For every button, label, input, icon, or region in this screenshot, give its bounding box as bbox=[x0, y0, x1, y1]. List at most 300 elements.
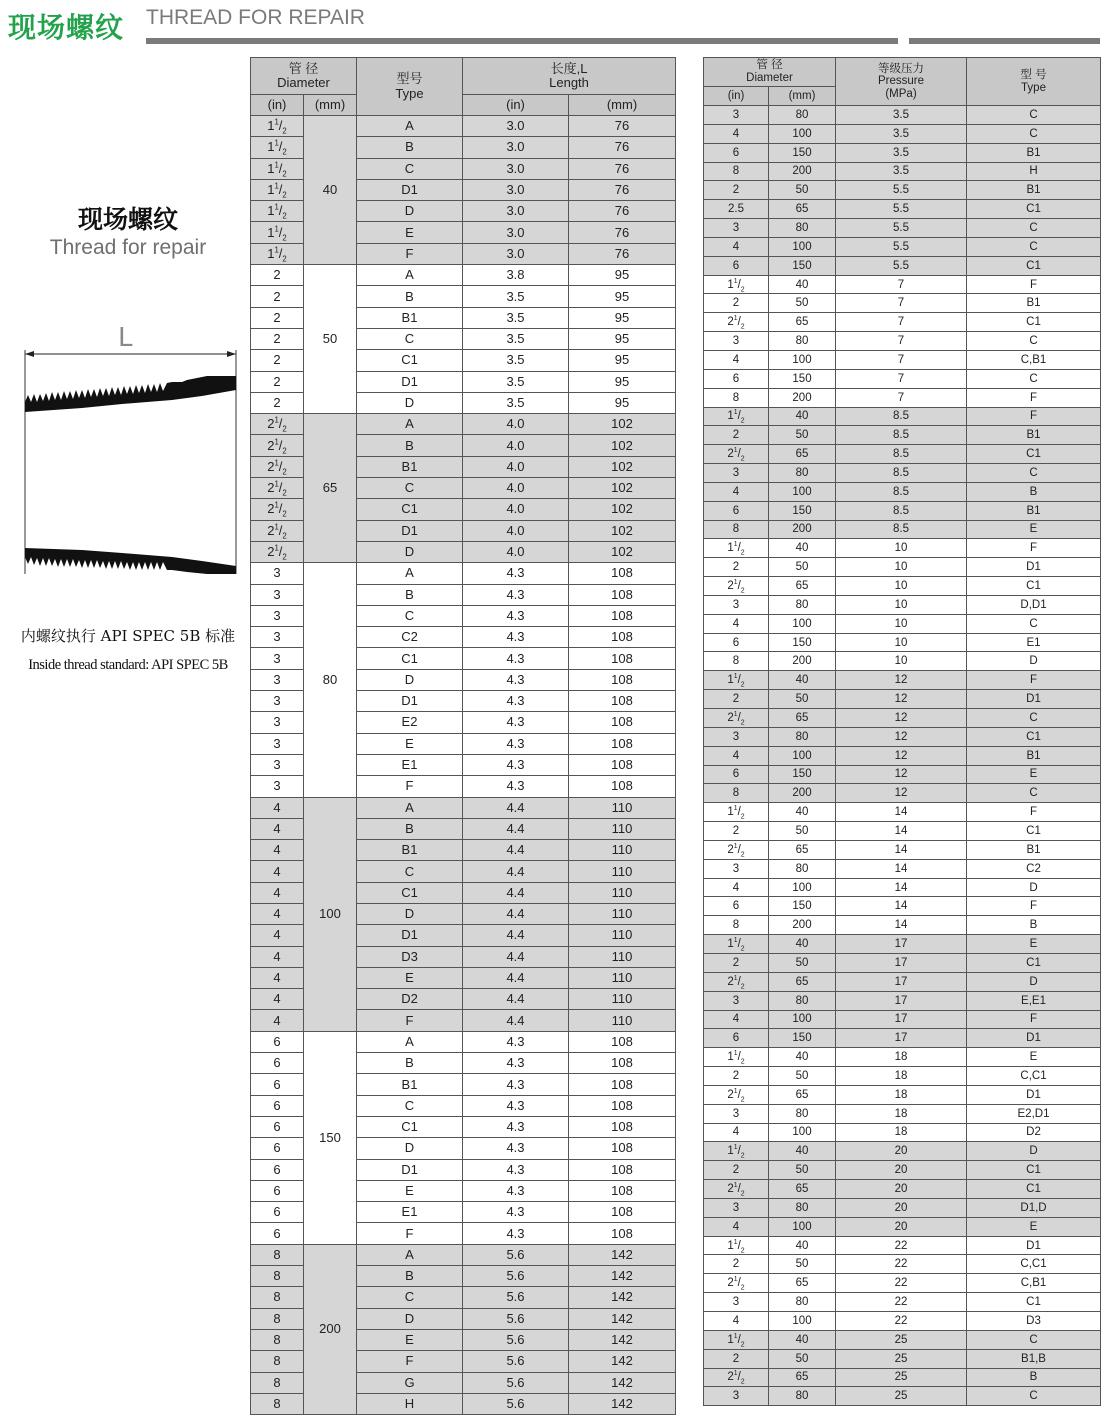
type-cell: C bbox=[967, 784, 1101, 803]
size-in-cell: 6 bbox=[251, 1053, 304, 1074]
size-in-cell: 6 bbox=[704, 765, 769, 784]
table-row bbox=[704, 1142, 1101, 1161]
length-in-cell: 4.3 bbox=[463, 563, 569, 584]
size-in-cell: $2^1/_2$ bbox=[704, 313, 769, 332]
table-row bbox=[704, 1198, 1101, 1217]
table-row bbox=[704, 1085, 1101, 1104]
table-row bbox=[704, 1274, 1101, 1293]
type-cell: E2 bbox=[357, 712, 463, 733]
type-cell: C bbox=[967, 332, 1101, 351]
length-mm-cell: 110 bbox=[569, 882, 676, 903]
size-mm-cell: 80 bbox=[769, 1198, 836, 1217]
table-row bbox=[704, 1180, 1101, 1199]
length-mm-cell: 108 bbox=[569, 669, 676, 690]
type-cell: C2 bbox=[357, 627, 463, 648]
type-cell: D1 bbox=[357, 691, 463, 712]
r-type-header-en: Type bbox=[1021, 81, 1046, 94]
table-row bbox=[704, 859, 1101, 878]
size-mm-cell: 65 bbox=[769, 1368, 836, 1387]
type-cell: D3 bbox=[357, 946, 463, 967]
type-cell: C1 bbox=[967, 577, 1101, 596]
size-in-cell: $1^1/_2$ bbox=[704, 1048, 769, 1067]
size-in-cell: $1^1/_2$ bbox=[251, 243, 304, 264]
table-row bbox=[704, 784, 1101, 803]
size-in-cell: $1^1/_2$ bbox=[704, 935, 769, 954]
pressure-cell: 14 bbox=[836, 878, 967, 897]
length-in-cell: 4.4 bbox=[463, 989, 569, 1010]
pressure-cell: 12 bbox=[836, 727, 967, 746]
type-cell: D1 bbox=[357, 520, 463, 541]
pressure-cell: 22 bbox=[836, 1312, 967, 1331]
size-mm-cell: 200 bbox=[769, 652, 836, 671]
size-in-cell: 4 bbox=[704, 746, 769, 765]
size-mm-cell: 40 bbox=[769, 1048, 836, 1067]
pressure-cell: 20 bbox=[836, 1217, 967, 1236]
size-mm-cell: 200 bbox=[769, 784, 836, 803]
size-in-cell: 2 bbox=[251, 392, 304, 413]
size-mm-cell: 80 bbox=[769, 991, 836, 1010]
size-in-cell: 4 bbox=[251, 1010, 304, 1031]
length-in-cell: 3.0 bbox=[463, 158, 569, 179]
type-cell: B1 bbox=[967, 746, 1101, 765]
length-mm-cell: 142 bbox=[569, 1266, 676, 1287]
length-in-cell: 3.5 bbox=[463, 350, 569, 371]
size-mm-cell: 40 bbox=[769, 1330, 836, 1349]
size-in-cell: 2 bbox=[251, 328, 304, 349]
length-mm-cell: 110 bbox=[569, 925, 676, 946]
length-in-cell: 4.3 bbox=[463, 1095, 569, 1116]
type-cell: D1 bbox=[967, 558, 1101, 577]
size-in-cell: 4 bbox=[704, 482, 769, 501]
table-row bbox=[704, 1312, 1101, 1331]
pressure-cell: 18 bbox=[836, 1123, 967, 1142]
type-cell: A bbox=[357, 414, 463, 435]
length-mm-cell: 110 bbox=[569, 861, 676, 882]
table-row bbox=[704, 822, 1101, 841]
size-in-cell: 6 bbox=[704, 256, 769, 275]
pressure-cell: 5.5 bbox=[836, 200, 967, 219]
size-in-cell: 6 bbox=[704, 897, 769, 916]
type-cell: A bbox=[357, 265, 463, 286]
page-title-en: THREAD FOR REPAIR bbox=[146, 6, 365, 29]
table-row bbox=[704, 294, 1101, 313]
size-mm-cell: 150 bbox=[769, 765, 836, 784]
table-row bbox=[704, 803, 1101, 822]
type-cell: E1 bbox=[357, 1202, 463, 1223]
type-cell: C1 bbox=[357, 350, 463, 371]
size-in-cell: 3 bbox=[704, 991, 769, 1010]
size-in-cell: 8 bbox=[251, 1393, 304, 1414]
pressure-cell: 22 bbox=[836, 1293, 967, 1312]
table-row bbox=[704, 426, 1101, 445]
type-cell: C1 bbox=[967, 1161, 1101, 1180]
length-in-cell: 4.3 bbox=[463, 776, 569, 797]
type-cell: F bbox=[967, 803, 1101, 822]
length-in-cell: 5.6 bbox=[463, 1244, 569, 1265]
type-cell: B bbox=[967, 916, 1101, 935]
size-in-cell: 8 bbox=[704, 388, 769, 407]
size-in-cell: $2^1/_2$ bbox=[251, 499, 304, 520]
size-in-cell: 8 bbox=[704, 652, 769, 671]
length-mm-cell: 108 bbox=[569, 1095, 676, 1116]
size-in-cell: 6 bbox=[251, 1223, 304, 1244]
pressure-cell: 7 bbox=[836, 388, 967, 407]
type-cell: C bbox=[967, 369, 1101, 388]
length-in-cell: 5.6 bbox=[463, 1393, 569, 1414]
size-in-cell: 2 bbox=[704, 1067, 769, 1086]
table-row bbox=[704, 482, 1101, 501]
size-in-cell: $2^1/_2$ bbox=[251, 478, 304, 499]
length-in-cell: 4.4 bbox=[463, 861, 569, 882]
type-cell: E bbox=[967, 1217, 1101, 1236]
size-mm-cell: 50 bbox=[769, 558, 836, 577]
length-in-cell: 4.3 bbox=[463, 712, 569, 733]
length-mm-cell: 142 bbox=[569, 1372, 676, 1393]
length-in-header: (in) bbox=[463, 95, 569, 116]
type-cell: B1 bbox=[357, 307, 463, 328]
length-mm-cell: 102 bbox=[569, 456, 676, 477]
table-row bbox=[704, 313, 1101, 332]
table-row bbox=[251, 797, 676, 818]
type-cell: D1 bbox=[967, 1029, 1101, 1048]
size-in-cell: 3 bbox=[251, 691, 304, 712]
length-mm-cell: 95 bbox=[569, 350, 676, 371]
size-mm-cell: 100 bbox=[769, 124, 836, 143]
type-cell: C1 bbox=[357, 499, 463, 520]
size-mm-cell: 80 bbox=[769, 595, 836, 614]
length-in-cell: 4.3 bbox=[463, 1202, 569, 1223]
length-mm-cell: 102 bbox=[569, 478, 676, 499]
length-in-cell: 4.3 bbox=[463, 1116, 569, 1137]
table-row bbox=[704, 369, 1101, 388]
type-cell: C bbox=[357, 1287, 463, 1308]
table-row bbox=[704, 595, 1101, 614]
size-in-cell: 6 bbox=[704, 1029, 769, 1048]
size-mm-cell: 50 bbox=[769, 294, 836, 313]
type-cell: D bbox=[967, 972, 1101, 991]
type-cell: D bbox=[357, 1308, 463, 1329]
length-in-cell: 4.3 bbox=[463, 1074, 569, 1095]
standard-note-en: Inside thread standard: API SPEC 5B bbox=[28, 657, 228, 673]
length-in-cell: 3.0 bbox=[463, 222, 569, 243]
pressure-cell: 22 bbox=[836, 1274, 967, 1293]
length-mm-cell: 95 bbox=[569, 265, 676, 286]
upper-thread bbox=[25, 376, 236, 412]
size-in-cell: 2 bbox=[704, 1349, 769, 1368]
size-mm-cell: 65 bbox=[769, 1274, 836, 1293]
type-cell: B1 bbox=[357, 840, 463, 861]
table-row bbox=[704, 200, 1101, 219]
size-in-cell: 4 bbox=[704, 1010, 769, 1029]
length-mm-cell: 95 bbox=[569, 286, 676, 307]
pressure-cell: 14 bbox=[836, 803, 967, 822]
type-cell: D1 bbox=[357, 179, 463, 200]
length-in-cell: 5.6 bbox=[463, 1266, 569, 1287]
type-cell: F bbox=[357, 1223, 463, 1244]
standard-note-cn: 内螺纹执行 API SPEC 5B 标准 bbox=[20, 627, 236, 645]
length-mm-cell: 142 bbox=[569, 1308, 676, 1329]
table-row bbox=[704, 106, 1101, 125]
table-row bbox=[704, 275, 1101, 294]
table-row bbox=[704, 332, 1101, 351]
type-cell: B bbox=[357, 435, 463, 456]
size-in-cell: 2 bbox=[704, 1161, 769, 1180]
type-cell: C,C1 bbox=[967, 1067, 1101, 1086]
pressure-header-en: Pressure bbox=[877, 75, 925, 88]
length-mm-cell: 108 bbox=[569, 1159, 676, 1180]
table-row bbox=[704, 991, 1101, 1010]
type-cell: B bbox=[357, 1053, 463, 1074]
size-in-cell: 2 bbox=[704, 181, 769, 200]
length-label: L bbox=[118, 323, 133, 353]
pressure-header-unit: (MPa) bbox=[885, 87, 917, 100]
length-in-cell: 3.0 bbox=[463, 179, 569, 200]
size-mm-cell: 150 bbox=[304, 1031, 357, 1244]
length-in-cell: 4.3 bbox=[463, 1031, 569, 1052]
header-rule-right bbox=[909, 38, 1100, 44]
length-in-cell: 5.6 bbox=[463, 1308, 569, 1329]
r-diameter-header-en: Diameter bbox=[746, 72, 793, 84]
type-cell: E bbox=[357, 1329, 463, 1350]
type-cell: E bbox=[357, 733, 463, 754]
size-in-cell: 4 bbox=[704, 1312, 769, 1331]
pressure-cell: 18 bbox=[836, 1085, 967, 1104]
table-row bbox=[704, 1387, 1101, 1406]
length-in-cell: 4.3 bbox=[463, 1159, 569, 1180]
length-mm-cell: 108 bbox=[569, 1074, 676, 1095]
size-in-cell: 8 bbox=[251, 1244, 304, 1265]
size-mm-cell: 200 bbox=[769, 520, 836, 539]
table-row bbox=[704, 1255, 1101, 1274]
length-mm-cell: 95 bbox=[569, 307, 676, 328]
table-row bbox=[704, 237, 1101, 256]
size-mm-cell: 50 bbox=[769, 1349, 836, 1368]
length-in-cell: 4.3 bbox=[463, 1138, 569, 1159]
length-in-cell: 4.4 bbox=[463, 818, 569, 839]
size-mm-cell: 80 bbox=[769, 859, 836, 878]
type-cell: C2 bbox=[967, 859, 1101, 878]
type-cell: E bbox=[357, 1180, 463, 1201]
type-cell: E,E1 bbox=[967, 991, 1101, 1010]
pressure-cell: 14 bbox=[836, 840, 967, 859]
length-mm-cell: 110 bbox=[569, 989, 676, 1010]
pressure-cell: 25 bbox=[836, 1330, 967, 1349]
size-in-cell: 3 bbox=[704, 464, 769, 483]
type-cell: C bbox=[967, 106, 1101, 125]
size-in-cell: $1^1/_2$ bbox=[704, 1236, 769, 1255]
size-in-cell: 2 bbox=[704, 294, 769, 313]
size-in-cell: 3 bbox=[704, 727, 769, 746]
type-cell: F bbox=[967, 407, 1101, 426]
length-mm-cell: 95 bbox=[569, 371, 676, 392]
type-cell: E bbox=[357, 222, 463, 243]
size-in-cell: $2^1/_2$ bbox=[704, 1368, 769, 1387]
length-mm-cell: 108 bbox=[569, 1202, 676, 1223]
table-row bbox=[704, 558, 1101, 577]
type-cell: F bbox=[967, 388, 1101, 407]
size-in-cell: 3 bbox=[704, 1293, 769, 1312]
length-mm-cell: 76 bbox=[569, 179, 676, 200]
size-mm-cell: 40 bbox=[769, 935, 836, 954]
size-mm-cell: 200 bbox=[769, 916, 836, 935]
type-cell: C1 bbox=[967, 727, 1101, 746]
lower-thread bbox=[25, 548, 236, 574]
type-cell: B bbox=[357, 584, 463, 605]
length-in-cell: 3.5 bbox=[463, 286, 569, 307]
table-row bbox=[704, 727, 1101, 746]
table-row bbox=[704, 765, 1101, 784]
pressure-cell: 25 bbox=[836, 1349, 967, 1368]
length-mm-cell: 110 bbox=[569, 840, 676, 861]
length-mm-cell: 108 bbox=[569, 627, 676, 648]
length-mm-cell: 108 bbox=[569, 733, 676, 754]
size-in-cell: 3 bbox=[251, 563, 304, 584]
length-mm-cell: 76 bbox=[569, 158, 676, 179]
length-in-cell: 3.0 bbox=[463, 201, 569, 222]
length-mm-cell: 142 bbox=[569, 1393, 676, 1414]
type-cell: E bbox=[967, 765, 1101, 784]
length-in-cell: 4.3 bbox=[463, 691, 569, 712]
table-row bbox=[251, 1031, 676, 1052]
pressure-cell: 8.5 bbox=[836, 426, 967, 445]
type-cell: B1,B bbox=[967, 1349, 1101, 1368]
table-row bbox=[704, 501, 1101, 520]
type-cell: C bbox=[967, 1330, 1101, 1349]
pressure-cell: 20 bbox=[836, 1161, 967, 1180]
pressure-cell: 17 bbox=[836, 1029, 967, 1048]
pressure-cell: 8.5 bbox=[836, 407, 967, 426]
table-row bbox=[704, 1349, 1101, 1368]
type-cell: C1 bbox=[357, 882, 463, 903]
type-cell: C bbox=[967, 709, 1101, 728]
type-cell: C1 bbox=[967, 953, 1101, 972]
table-row bbox=[704, 1104, 1101, 1123]
type-cell: A bbox=[357, 797, 463, 818]
r-diameter-header-cn: 管 径 bbox=[756, 59, 783, 72]
table-row bbox=[704, 1029, 1101, 1048]
size-in-cell: 2 bbox=[704, 953, 769, 972]
size-in-cell: 2 bbox=[704, 690, 769, 709]
length-in-cell: 4.4 bbox=[463, 840, 569, 861]
length-in-cell: 4.3 bbox=[463, 1223, 569, 1244]
r-type-header bbox=[967, 58, 1101, 106]
size-in-cell: 2 bbox=[251, 371, 304, 392]
table-row bbox=[704, 840, 1101, 859]
type-cell: E2,D1 bbox=[967, 1104, 1101, 1123]
table-row bbox=[704, 746, 1101, 765]
size-in-cell: $1^1/_2$ bbox=[251, 137, 304, 158]
length-mm-cell: 142 bbox=[569, 1351, 676, 1372]
type-cell: B1 bbox=[967, 501, 1101, 520]
size-in-cell: 8 bbox=[251, 1266, 304, 1287]
length-in-cell: 3.5 bbox=[463, 392, 569, 413]
size-in-cell: 2 bbox=[251, 286, 304, 307]
type-cell: E1 bbox=[967, 633, 1101, 652]
type-cell: F bbox=[357, 1351, 463, 1372]
size-in-cell: 3 bbox=[704, 595, 769, 614]
size-in-cell: 8 bbox=[251, 1351, 304, 1372]
pressure-cell: 12 bbox=[836, 671, 967, 690]
size-mm-cell: 80 bbox=[769, 332, 836, 351]
size-mm-cell: 100 bbox=[769, 878, 836, 897]
size-in-cell: 3 bbox=[251, 754, 304, 775]
type-cell: B1 bbox=[967, 143, 1101, 162]
type-cell: C,B1 bbox=[967, 1274, 1101, 1293]
size-mm-cell: 40 bbox=[769, 803, 836, 822]
type-cell: C bbox=[967, 124, 1101, 143]
type-cell: D1 bbox=[967, 1236, 1101, 1255]
size-mm-cell: 50 bbox=[769, 1255, 836, 1274]
size-mm-cell: 65 bbox=[769, 972, 836, 991]
length-in-cell: 4.4 bbox=[463, 903, 569, 924]
pressure-cell: 7 bbox=[836, 369, 967, 388]
length-mm-cell: 110 bbox=[569, 797, 676, 818]
type-cell: B1 bbox=[967, 426, 1101, 445]
table-row bbox=[704, 671, 1101, 690]
length-in-cell: 5.6 bbox=[463, 1287, 569, 1308]
size-in-cell: $1^1/_2$ bbox=[704, 1142, 769, 1161]
type-cell: B bbox=[967, 482, 1101, 501]
type-cell: C1 bbox=[967, 1180, 1101, 1199]
size-in-cell: $1^1/_2$ bbox=[704, 539, 769, 558]
table-row bbox=[704, 162, 1101, 181]
pressure-cell: 17 bbox=[836, 1010, 967, 1029]
type-cell: B bbox=[967, 1368, 1101, 1387]
pressure-cell: 20 bbox=[836, 1142, 967, 1161]
pressure-cell: 8.5 bbox=[836, 520, 967, 539]
length-in-cell: 4.3 bbox=[463, 754, 569, 775]
type-cell: F bbox=[967, 1010, 1101, 1029]
pressure-cell: 20 bbox=[836, 1198, 967, 1217]
length-header bbox=[463, 58, 676, 95]
size-mm-cell: 150 bbox=[769, 897, 836, 916]
r-in-header: (in) bbox=[704, 87, 769, 106]
size-in-cell: 6 bbox=[251, 1116, 304, 1137]
length-mm-cell: 76 bbox=[569, 201, 676, 222]
size-in-cell: 8 bbox=[704, 162, 769, 181]
length-in-cell: 3.0 bbox=[463, 137, 569, 158]
table-row bbox=[704, 1217, 1101, 1236]
type-cell: C bbox=[357, 605, 463, 626]
size-in-cell: 3 bbox=[704, 332, 769, 351]
size-in-cell: 6 bbox=[704, 143, 769, 162]
pressure-cell: 10 bbox=[836, 577, 967, 596]
type-cell: B1 bbox=[967, 181, 1101, 200]
size-in-cell: $2^1/_2$ bbox=[704, 577, 769, 596]
pressure-header bbox=[836, 58, 967, 106]
table-row bbox=[704, 1293, 1101, 1312]
length-mm-cell: 108 bbox=[569, 584, 676, 605]
pressure-cell: 5.5 bbox=[836, 256, 967, 275]
table-row bbox=[704, 256, 1101, 275]
size-in-cell: 4 bbox=[251, 989, 304, 1010]
size-in-cell: 3 bbox=[704, 1198, 769, 1217]
size-in-cell: $1^1/_2$ bbox=[704, 671, 769, 690]
size-mm-cell: 40 bbox=[304, 116, 357, 265]
size-mm-cell: 100 bbox=[769, 1010, 836, 1029]
type-cell: B bbox=[357, 286, 463, 307]
length-mm-cell: 102 bbox=[569, 435, 676, 456]
pressure-cell: 17 bbox=[836, 953, 967, 972]
size-in-cell: 4 bbox=[704, 237, 769, 256]
length-mm-cell: 110 bbox=[569, 1010, 676, 1031]
size-in-cell: 2 bbox=[251, 265, 304, 286]
type-cell: D2 bbox=[357, 989, 463, 1010]
size-in-cell: $1^1/_2$ bbox=[704, 407, 769, 426]
size-in-cell: 3 bbox=[251, 584, 304, 605]
size-in-cell: 4 bbox=[251, 861, 304, 882]
length-in-cell: 4.0 bbox=[463, 478, 569, 499]
